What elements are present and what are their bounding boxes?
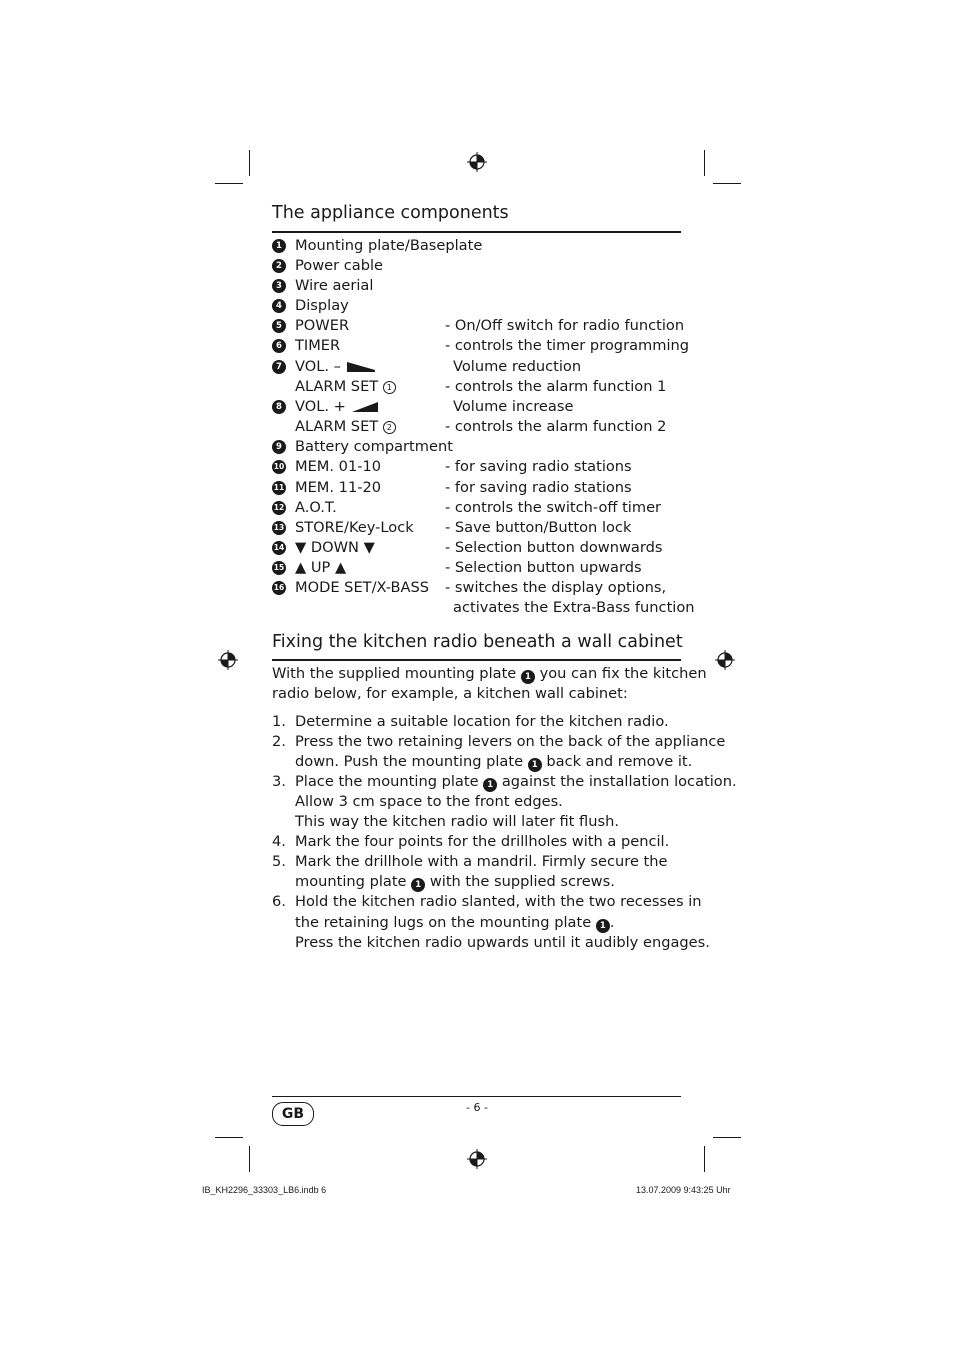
component-description: - Selection button upwards bbox=[445, 559, 642, 576]
component-row bbox=[272, 236, 692, 256]
number-badge: 7 bbox=[272, 360, 286, 374]
number-badge: 16 bbox=[272, 581, 286, 595]
step-text: Press the kitchen radio upwards until it audibly engages. bbox=[295, 934, 710, 951]
number-badge: 1 bbox=[272, 239, 286, 253]
component-description: - for saving radio stations bbox=[445, 479, 632, 496]
component-description: - controls the alarm function 1 bbox=[445, 378, 667, 395]
intro-line bbox=[272, 664, 707, 684]
step-text: Allow 3 cm space to the front edges. bbox=[295, 793, 563, 810]
print-slug-file: IB_KH2296_33303_LB6.indb 6 bbox=[202, 1185, 327, 1195]
section-heading-components: The appliance components bbox=[272, 203, 509, 223]
number-badge: 13 bbox=[272, 521, 286, 535]
crop-mark bbox=[704, 1146, 705, 1172]
alarm-set-label: ALARM SET bbox=[295, 418, 379, 435]
number-badge: 12 bbox=[272, 501, 286, 515]
step-text-part: mounting plate bbox=[295, 873, 407, 890]
component-description: - controls the switch-off timer bbox=[445, 499, 662, 516]
component-row bbox=[272, 397, 692, 417]
number-badge: 8 bbox=[272, 400, 286, 414]
component-row bbox=[272, 478, 692, 498]
component-description: - Selection button downwards bbox=[445, 539, 663, 556]
registration-mark-icon bbox=[715, 650, 735, 670]
component-label: A.O.T. bbox=[295, 499, 337, 516]
component-row bbox=[272, 558, 692, 578]
number-badge: 6 bbox=[272, 339, 286, 353]
step-number: 2. bbox=[272, 733, 286, 750]
component-label: MODE SET/X-BASS bbox=[295, 579, 430, 596]
step-text: Hold the kitchen radio slanted, with the two recesses in bbox=[295, 893, 702, 910]
component-label: ▲ UP ▲ bbox=[295, 559, 347, 576]
circled-number: 2 bbox=[383, 421, 396, 434]
component-description: Volume increase bbox=[453, 398, 574, 415]
crop-mark bbox=[249, 1146, 250, 1172]
component-description: Volume reduction bbox=[453, 358, 582, 375]
crop-mark bbox=[215, 1137, 243, 1138]
ref-badge: 1 bbox=[596, 919, 610, 933]
language-badge: GB bbox=[272, 1102, 314, 1126]
component-row bbox=[272, 518, 692, 538]
component-row bbox=[272, 357, 692, 377]
component-label: Wire aerial bbox=[295, 277, 374, 294]
number-badge: 15 bbox=[272, 561, 286, 575]
crop-mark bbox=[713, 1137, 741, 1138]
registration-mark-icon bbox=[467, 1149, 487, 1169]
component-label: STORE/Key-Lock bbox=[295, 519, 414, 536]
component-label: ▼ DOWN ▼ bbox=[295, 539, 375, 556]
component-description: - controls the alarm function 2 bbox=[445, 418, 667, 435]
component-label: Power cable bbox=[295, 257, 384, 274]
crop-mark bbox=[215, 183, 243, 184]
circled-number: 1 bbox=[383, 381, 396, 394]
component-row bbox=[272, 598, 695, 618]
ref-badge: 1 bbox=[411, 878, 425, 892]
component-label: TIMER bbox=[295, 337, 341, 354]
step-text-part: Place the mounting plate bbox=[295, 773, 479, 790]
component-description: - controls the timer programming bbox=[445, 337, 690, 354]
number-badge: 2 bbox=[272, 259, 286, 273]
ref-badge: 1 bbox=[483, 778, 497, 792]
step-text: Determine a suitable location for the kitchen radio. bbox=[295, 713, 669, 730]
component-label: MEM. 11-20 bbox=[295, 479, 382, 496]
component-label: MEM. 01-10 bbox=[295, 458, 382, 475]
component-description: - switches the display options, bbox=[445, 579, 667, 596]
number-badge: 5 bbox=[272, 319, 286, 333]
step-number: 1. bbox=[272, 713, 286, 730]
step-text bbox=[295, 872, 615, 892]
step-number: 3. bbox=[272, 773, 286, 790]
component-label: Battery compartment bbox=[295, 438, 453, 455]
component-row bbox=[272, 498, 692, 518]
component-label: Display bbox=[295, 297, 349, 314]
component-description: - On/Off switch for radio function bbox=[445, 317, 685, 334]
component-row bbox=[272, 437, 692, 457]
component-label bbox=[295, 397, 378, 417]
step-text-part: down. Push the mounting plate bbox=[295, 753, 524, 770]
component-row bbox=[272, 316, 692, 336]
intro-text: With the supplied mounting plate bbox=[272, 665, 517, 682]
component-description: - Save button/Button lock bbox=[445, 519, 632, 536]
print-slug-date: 13.07.2009 9:43:25 Uhr bbox=[636, 1185, 731, 1195]
step-text-part: back and remove it. bbox=[546, 753, 693, 770]
registration-mark-icon bbox=[218, 650, 238, 670]
component-row bbox=[272, 578, 692, 598]
component-row bbox=[272, 296, 692, 316]
page-number: - 6 - bbox=[466, 1101, 488, 1114]
vol-minus-label: VOL. – bbox=[295, 358, 341, 375]
crop-mark bbox=[249, 150, 250, 176]
step-text-part: the retaining lugs on the mounting plate bbox=[295, 914, 592, 931]
number-badge: 14 bbox=[272, 541, 286, 555]
crop-mark bbox=[704, 150, 705, 176]
number-badge: 11 bbox=[272, 481, 286, 495]
step-text: Mark the four points for the drillholes with a pencil. bbox=[295, 833, 670, 850]
component-label bbox=[295, 377, 396, 397]
component-row bbox=[272, 256, 692, 276]
number-badge: 4 bbox=[272, 299, 286, 313]
step-text: This way the kitchen radio will later fit flush. bbox=[295, 813, 619, 830]
component-row bbox=[272, 457, 692, 477]
step-text bbox=[295, 772, 737, 792]
number-badge: 9 bbox=[272, 440, 286, 454]
registration-mark-icon bbox=[467, 152, 487, 172]
component-row bbox=[272, 417, 692, 437]
step-number: 4. bbox=[272, 833, 286, 850]
ref-badge: 1 bbox=[528, 758, 542, 772]
component-label: Mounting plate/Baseplate bbox=[295, 237, 483, 254]
vol-plus-label: VOL. + bbox=[295, 398, 346, 415]
footer-rule bbox=[272, 1096, 681, 1097]
intro-text: you can fix the kitchen bbox=[539, 665, 707, 682]
step-text: Press the two retaining levers on the back of the appliance bbox=[295, 733, 726, 750]
volume-up-icon bbox=[352, 402, 378, 412]
step-text-part: with the supplied screws. bbox=[429, 873, 615, 890]
step-number: 6. bbox=[272, 893, 286, 910]
component-label bbox=[295, 417, 396, 437]
step-text bbox=[295, 913, 614, 933]
intro-line: radio below, for example, a kitchen wall cabinet: bbox=[272, 685, 628, 702]
component-label bbox=[295, 357, 375, 377]
component-row bbox=[272, 276, 692, 296]
number-badge: 3 bbox=[272, 279, 286, 293]
crop-mark bbox=[713, 183, 741, 184]
component-description: activates the Extra-Bass function bbox=[453, 599, 695, 616]
intro-paragraph bbox=[272, 664, 707, 704]
step-text-part: against the installation location. bbox=[501, 773, 737, 790]
component-row bbox=[272, 336, 692, 356]
step-number: 5. bbox=[272, 853, 286, 870]
step-text-part: . bbox=[609, 914, 615, 931]
step-text: Mark the drillhole with a mandril. Firmly secure the bbox=[295, 853, 668, 870]
step-text bbox=[295, 752, 692, 772]
alarm-set-label: ALARM SET bbox=[295, 378, 379, 395]
component-description: - for saving radio stations bbox=[445, 458, 632, 475]
component-row bbox=[272, 538, 692, 558]
number-badge: 10 bbox=[272, 460, 286, 474]
volume-down-icon bbox=[347, 362, 375, 372]
section-heading-fixing: Fixing the kitchen radio beneath a wall cabinet bbox=[272, 632, 683, 652]
heading-rule bbox=[272, 659, 681, 661]
component-row bbox=[272, 377, 692, 397]
component-label: POWER bbox=[295, 317, 350, 334]
heading-rule bbox=[272, 231, 681, 233]
ref-badge: 1 bbox=[521, 670, 535, 684]
